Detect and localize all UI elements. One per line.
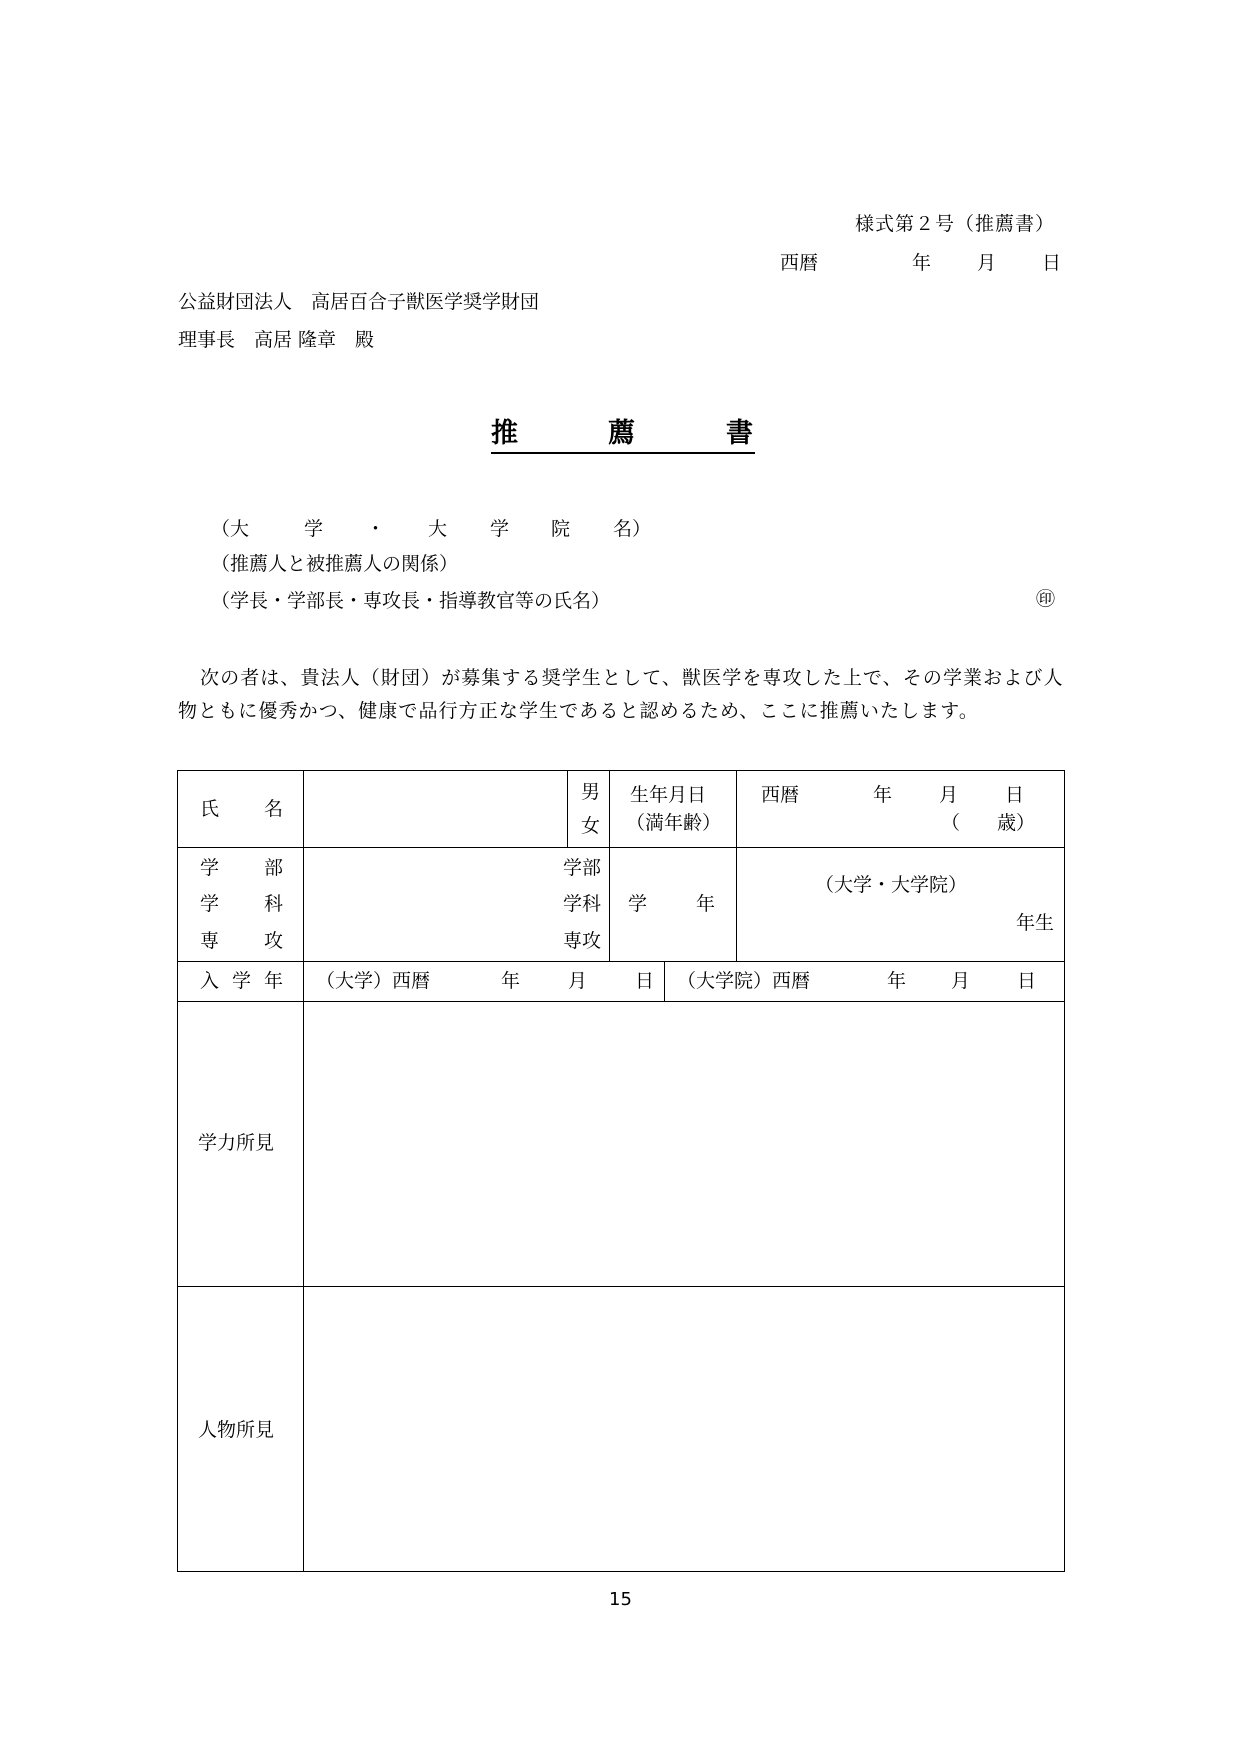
faculty-label: 学 [200, 857, 220, 879]
character-evaluation-field[interactable] [304, 1287, 1065, 1572]
univ-label-part: 名） [613, 518, 652, 540]
character-label: 人物所見 [198, 1419, 275, 1441]
title-char-1: 推 [491, 418, 518, 449]
age-label: （満年齢） [626, 812, 722, 834]
grade-label-char: 学 [628, 893, 648, 915]
row-character [178, 1287, 1065, 1572]
department-label: 学 [200, 893, 220, 915]
admission-label-char: 学 [232, 970, 252, 992]
recommendation-statement: 次の者は、貴法人（財団）が募集する奨学生として、獣医学を専攻した上で、その学業および人物ともに優秀かつ、健康で品行方正な学生であると認めるため、ここに推薦いたします。 [178, 667, 1064, 722]
title-char-3: 書 [726, 418, 753, 449]
grade-suffix: 年生 [1015, 912, 1054, 934]
admission-grad-month: 月 [951, 970, 971, 992]
admission-univ-label: （大学）西暦 [316, 970, 431, 992]
document-title [491, 420, 755, 454]
header-date-year: 年 [912, 252, 932, 274]
univ-label-part: 院 [551, 518, 571, 540]
row-faculty [178, 848, 1065, 962]
title-char-2: 薦 [608, 418, 635, 449]
name-label-cell [178, 771, 304, 848]
header-date-day: 日 [1042, 252, 1062, 274]
recommender-name-label: （学長・学部長・専攻長・指導教官等の氏名） [211, 590, 611, 612]
age-open: （ [941, 812, 961, 834]
faculty-field[interactable] [304, 848, 610, 962]
name-field[interactable] [304, 771, 568, 848]
character-label-cell [178, 1287, 304, 1572]
faculty-label-cell [178, 848, 304, 962]
header-date-era: 西暦 [780, 252, 819, 274]
academic-evaluation-field[interactable] [304, 1002, 1065, 1287]
name-label-char: 名 [264, 798, 284, 820]
birth-year: 年 [873, 784, 893, 806]
birth-era: 西暦 [761, 784, 800, 806]
recommender-relation-label: （推薦人と被推薦人の関係） [211, 553, 459, 575]
grade-label-char: 年 [696, 893, 716, 915]
row-academic [178, 1002, 1065, 1287]
grade-field[interactable] [737, 848, 1065, 962]
applicant-form-table [177, 770, 1065, 1572]
univ-label-part: 大 [428, 518, 448, 540]
univ-label-part: （大 [211, 518, 250, 540]
department-label: 科 [264, 893, 284, 915]
sex-female[interactable]: 女 [581, 815, 601, 837]
major-suffix: 専攻 [562, 930, 601, 952]
faculty-suffix: 学部 [562, 857, 601, 879]
admission-graduate-field[interactable] [665, 962, 1065, 1002]
admission-label-char: 入 [200, 970, 220, 992]
age-suffix: 歳） [997, 812, 1036, 834]
grade-type: （大学・大学院） [815, 874, 968, 896]
admission-grad-label: （大学院）西暦 [677, 970, 811, 992]
birth-month: 月 [939, 784, 959, 806]
major-label: 専 [200, 930, 220, 952]
department-suffix: 学科 [562, 893, 601, 915]
faculty-label: 部 [264, 857, 284, 879]
univ-label-part: 学 [304, 518, 324, 540]
academic-label-cell [178, 1002, 304, 1287]
form-number: 様式第２号（推薦書） [854, 213, 1055, 235]
birth-label: 生年月日 [630, 784, 707, 806]
major-label: 攻 [264, 930, 284, 952]
academic-label: 学力所見 [198, 1132, 275, 1154]
sex-male[interactable]: 男 [581, 781, 601, 803]
admission-grad-day: 日 [1017, 970, 1037, 992]
univ-label-part: ・ [366, 518, 386, 540]
header-date-month: 月 [977, 252, 997, 274]
page-number: 15 [609, 1589, 632, 1610]
admission-grad-year: 年 [887, 970, 907, 992]
recipient-addressee: 理事長 高居 隆章 殿 [178, 329, 375, 351]
row-name [178, 771, 1065, 848]
admission-label-cell [178, 962, 304, 1002]
recipient-organization: 公益財団法人 高居百合子獣医学奨学財団 [178, 291, 540, 313]
name-label-char: 氏 [200, 798, 220, 820]
admission-university-field[interactable] [304, 962, 665, 1002]
admission-label-char: 年 [264, 970, 284, 992]
row-admission [178, 962, 1065, 1002]
birth-label-cell [610, 771, 737, 848]
univ-label-part: 学 [490, 518, 510, 540]
admission-univ-month: 月 [568, 970, 588, 992]
seal-mark: ㊞ [1035, 588, 1055, 610]
admission-univ-year: 年 [501, 970, 521, 992]
sex-cell[interactable] [568, 771, 610, 848]
birth-date-field[interactable] [737, 771, 1065, 848]
admission-univ-day: 日 [635, 970, 655, 992]
birth-day: 日 [1005, 784, 1025, 806]
grade-label-cell [610, 848, 737, 962]
